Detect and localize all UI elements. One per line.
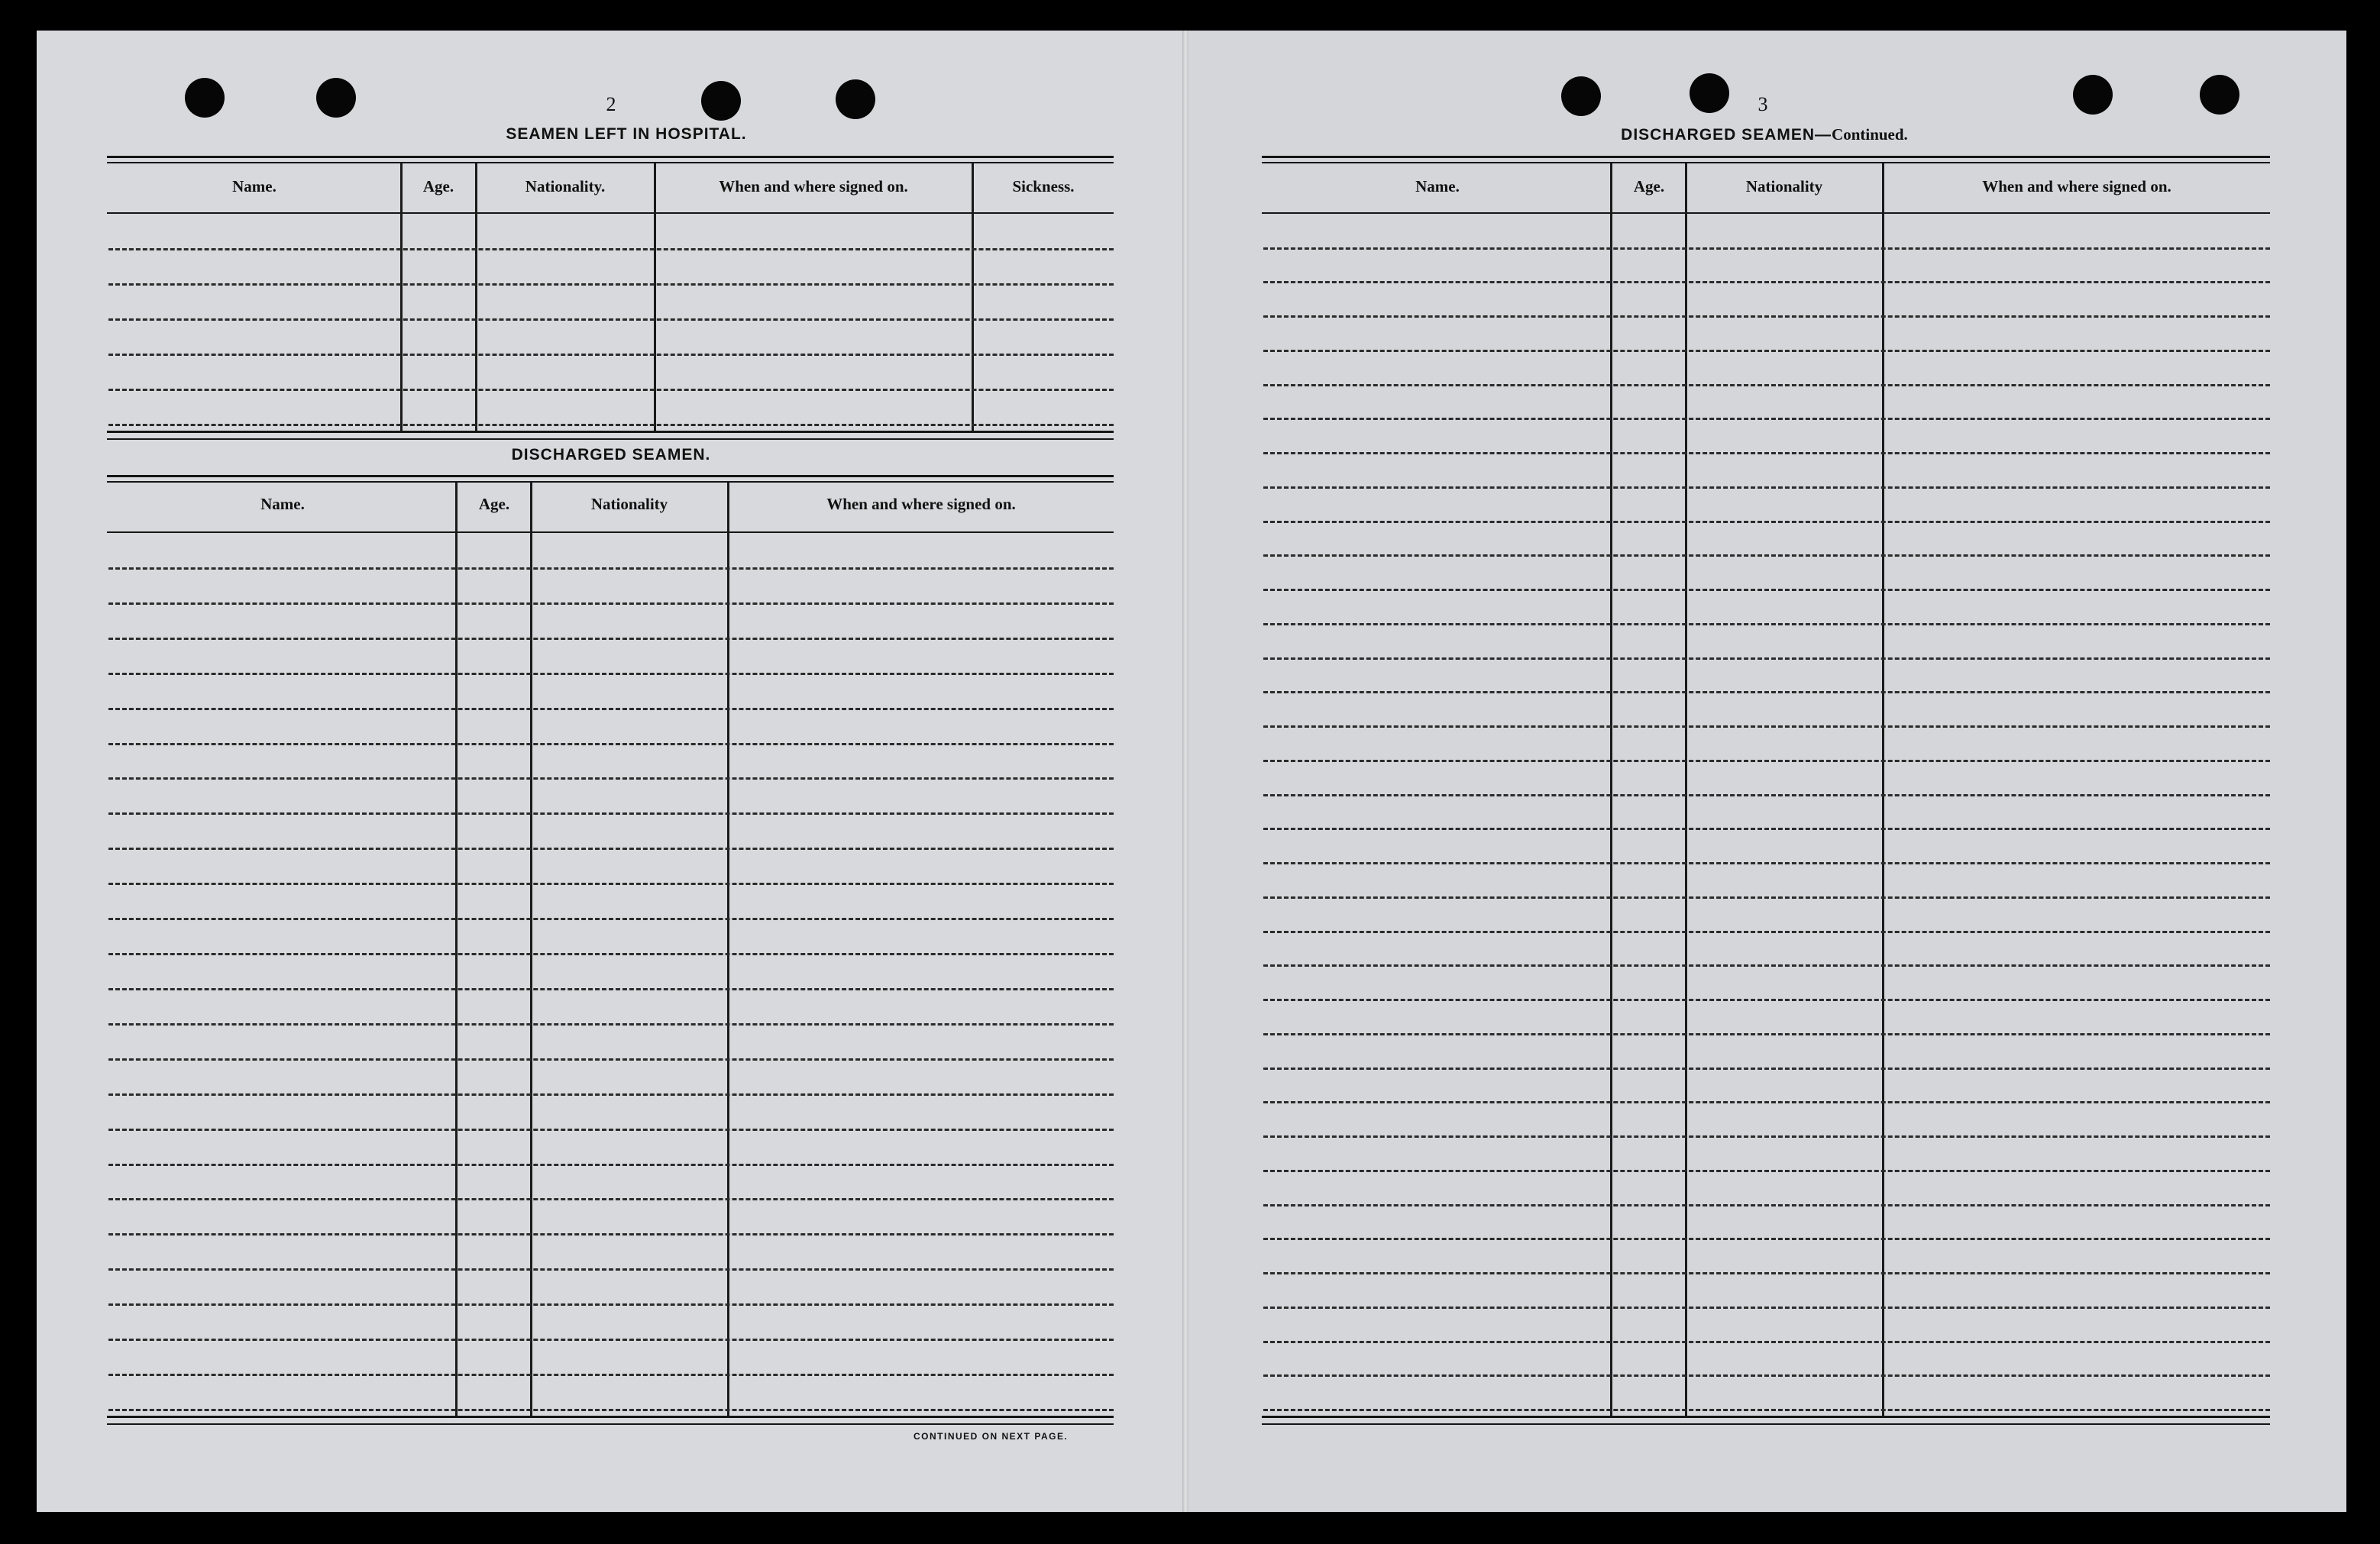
table-row: [1263, 1374, 2270, 1377]
column-header: When and where signed on.: [1982, 177, 2171, 195]
continued-title-prefix: DISCHARGED SEAMEN—: [1621, 126, 1832, 144]
table-row: [108, 1093, 1114, 1096]
table-row: [1263, 931, 2270, 933]
column-header: When and where signed on.: [719, 177, 908, 195]
table-row: [108, 389, 1114, 391]
punch-hole: [2200, 75, 2239, 115]
table-row: [108, 318, 1114, 321]
table-row: [1263, 725, 2270, 728]
table-row: [1263, 1033, 2270, 1035]
table-row: [1263, 1341, 2270, 1343]
table-row: [1263, 999, 2270, 1001]
continued-title-suffix: Continued.: [1832, 125, 1908, 144]
table-row: [108, 1339, 1114, 1341]
table-row: [1263, 896, 2270, 899]
table-row: [108, 673, 1114, 675]
table-row: [108, 1303, 1114, 1306]
table-row: [1263, 1307, 2270, 1309]
table-row: [108, 283, 1114, 286]
table-row: [1263, 247, 2270, 250]
table-row: [1263, 1204, 2270, 1206]
column-header: Nationality.: [525, 177, 606, 195]
table-row: [1263, 1409, 2270, 1411]
punch-hole: [836, 79, 875, 119]
table-row: [1263, 1238, 2270, 1240]
table-row: [108, 602, 1114, 605]
table-row: [108, 1023, 1114, 1026]
table-bottom-rule: [1262, 1416, 2270, 1418]
table-row: [1263, 1068, 2270, 1070]
table-row: [1263, 554, 2270, 557]
continued-note: CONTINUED ON NEXT PAGE.: [914, 1431, 1069, 1442]
hospital-section-title: SEAMEN LEFT IN HOSPITAL.: [506, 125, 747, 143]
table-row: [108, 953, 1114, 955]
table-row: [1263, 486, 2270, 489]
table-row: [108, 354, 1114, 356]
table-row: [108, 1198, 1114, 1200]
column-header: Nationality: [590, 495, 668, 513]
table-bottom-rule: [107, 438, 1114, 440]
table-row: [108, 248, 1114, 250]
column-divider: [530, 483, 532, 1416]
table-row: [1263, 760, 2270, 762]
table-bottom-rule: [107, 1416, 1114, 1418]
column-header: Age.: [1633, 177, 1665, 195]
column-header: Age.: [478, 495, 510, 513]
punch-hole: [185, 78, 225, 118]
table-row: [108, 812, 1114, 815]
table-row: [108, 848, 1114, 850]
table-row: [108, 638, 1114, 640]
column-divider: [455, 483, 458, 1416]
table-row: [1263, 521, 2270, 523]
table-top-rule: [1262, 156, 2270, 158]
table-row: [1263, 794, 2270, 796]
discharged-section-title: DISCHARGED SEAMEN.: [511, 446, 711, 464]
page-number: 2: [606, 93, 616, 115]
column-header: Sickness.: [1012, 177, 1075, 195]
punch-hole: [701, 81, 741, 121]
punch-hole: [1690, 73, 1729, 113]
table-row: [1263, 623, 2270, 625]
table-row: [1263, 828, 2270, 830]
table-row: [108, 1129, 1114, 1131]
page-fold: [1182, 31, 1188, 1512]
page-number: 3: [1758, 93, 1768, 115]
punch-hole: [1561, 76, 1601, 116]
table-row: [1263, 452, 2270, 454]
column-header: Name.: [260, 495, 305, 513]
left-page: [37, 31, 1182, 1512]
table-bottom-rule: [1262, 1423, 2270, 1425]
table-row: [1263, 964, 2270, 967]
table-row: [1263, 418, 2270, 420]
column-header: Name.: [1415, 177, 1460, 195]
table-row: [1263, 384, 2270, 386]
table-row: [1263, 657, 2270, 660]
table-row: [108, 1164, 1114, 1166]
column-divider: [727, 483, 729, 1416]
table-bottom-rule: [107, 431, 1114, 433]
column-header: Age.: [422, 177, 454, 195]
table-row: [108, 1268, 1114, 1271]
continued-section-title: [1528, 125, 2001, 144]
table-row: [1263, 350, 2270, 352]
table-row: [1263, 1135, 2270, 1138]
table-row: [108, 567, 1114, 570]
table-row: [108, 1058, 1114, 1061]
table-row: [108, 988, 1114, 990]
table-row: [1263, 1170, 2270, 1172]
column-header: When and where signed on.: [826, 495, 1016, 513]
column-header: Nationality: [1745, 177, 1823, 195]
table-row: [1263, 1272, 2270, 1274]
punch-hole: [316, 78, 356, 118]
table-top-rule: [1262, 162, 2270, 163]
table-row: [108, 918, 1114, 920]
table-row: [108, 1409, 1114, 1411]
header-rule: [1262, 212, 2270, 214]
table-row: [108, 424, 1114, 426]
table-top-rule: [107, 475, 1114, 477]
table-row: [1263, 1101, 2270, 1103]
table-row: [1263, 691, 2270, 693]
table-row: [1263, 315, 2270, 318]
punch-hole: [2073, 75, 2113, 115]
table-row: [108, 1374, 1114, 1376]
column-header: Name.: [232, 177, 276, 195]
table-row: [108, 883, 1114, 885]
table-top-rule: [107, 481, 1114, 483]
table-top-rule: [107, 162, 1114, 163]
table-row: [108, 1233, 1114, 1236]
table-row: [1263, 589, 2270, 591]
table-row: [108, 708, 1114, 710]
table-row: [108, 777, 1114, 780]
header-rule: [107, 531, 1114, 533]
table-bottom-rule: [107, 1423, 1114, 1425]
right-page: [1188, 31, 2346, 1512]
header-rule: [107, 212, 1114, 214]
table-row: [1263, 862, 2270, 864]
table-row: [1263, 281, 2270, 283]
table-top-rule: [107, 156, 1114, 158]
table-row: [108, 743, 1114, 745]
